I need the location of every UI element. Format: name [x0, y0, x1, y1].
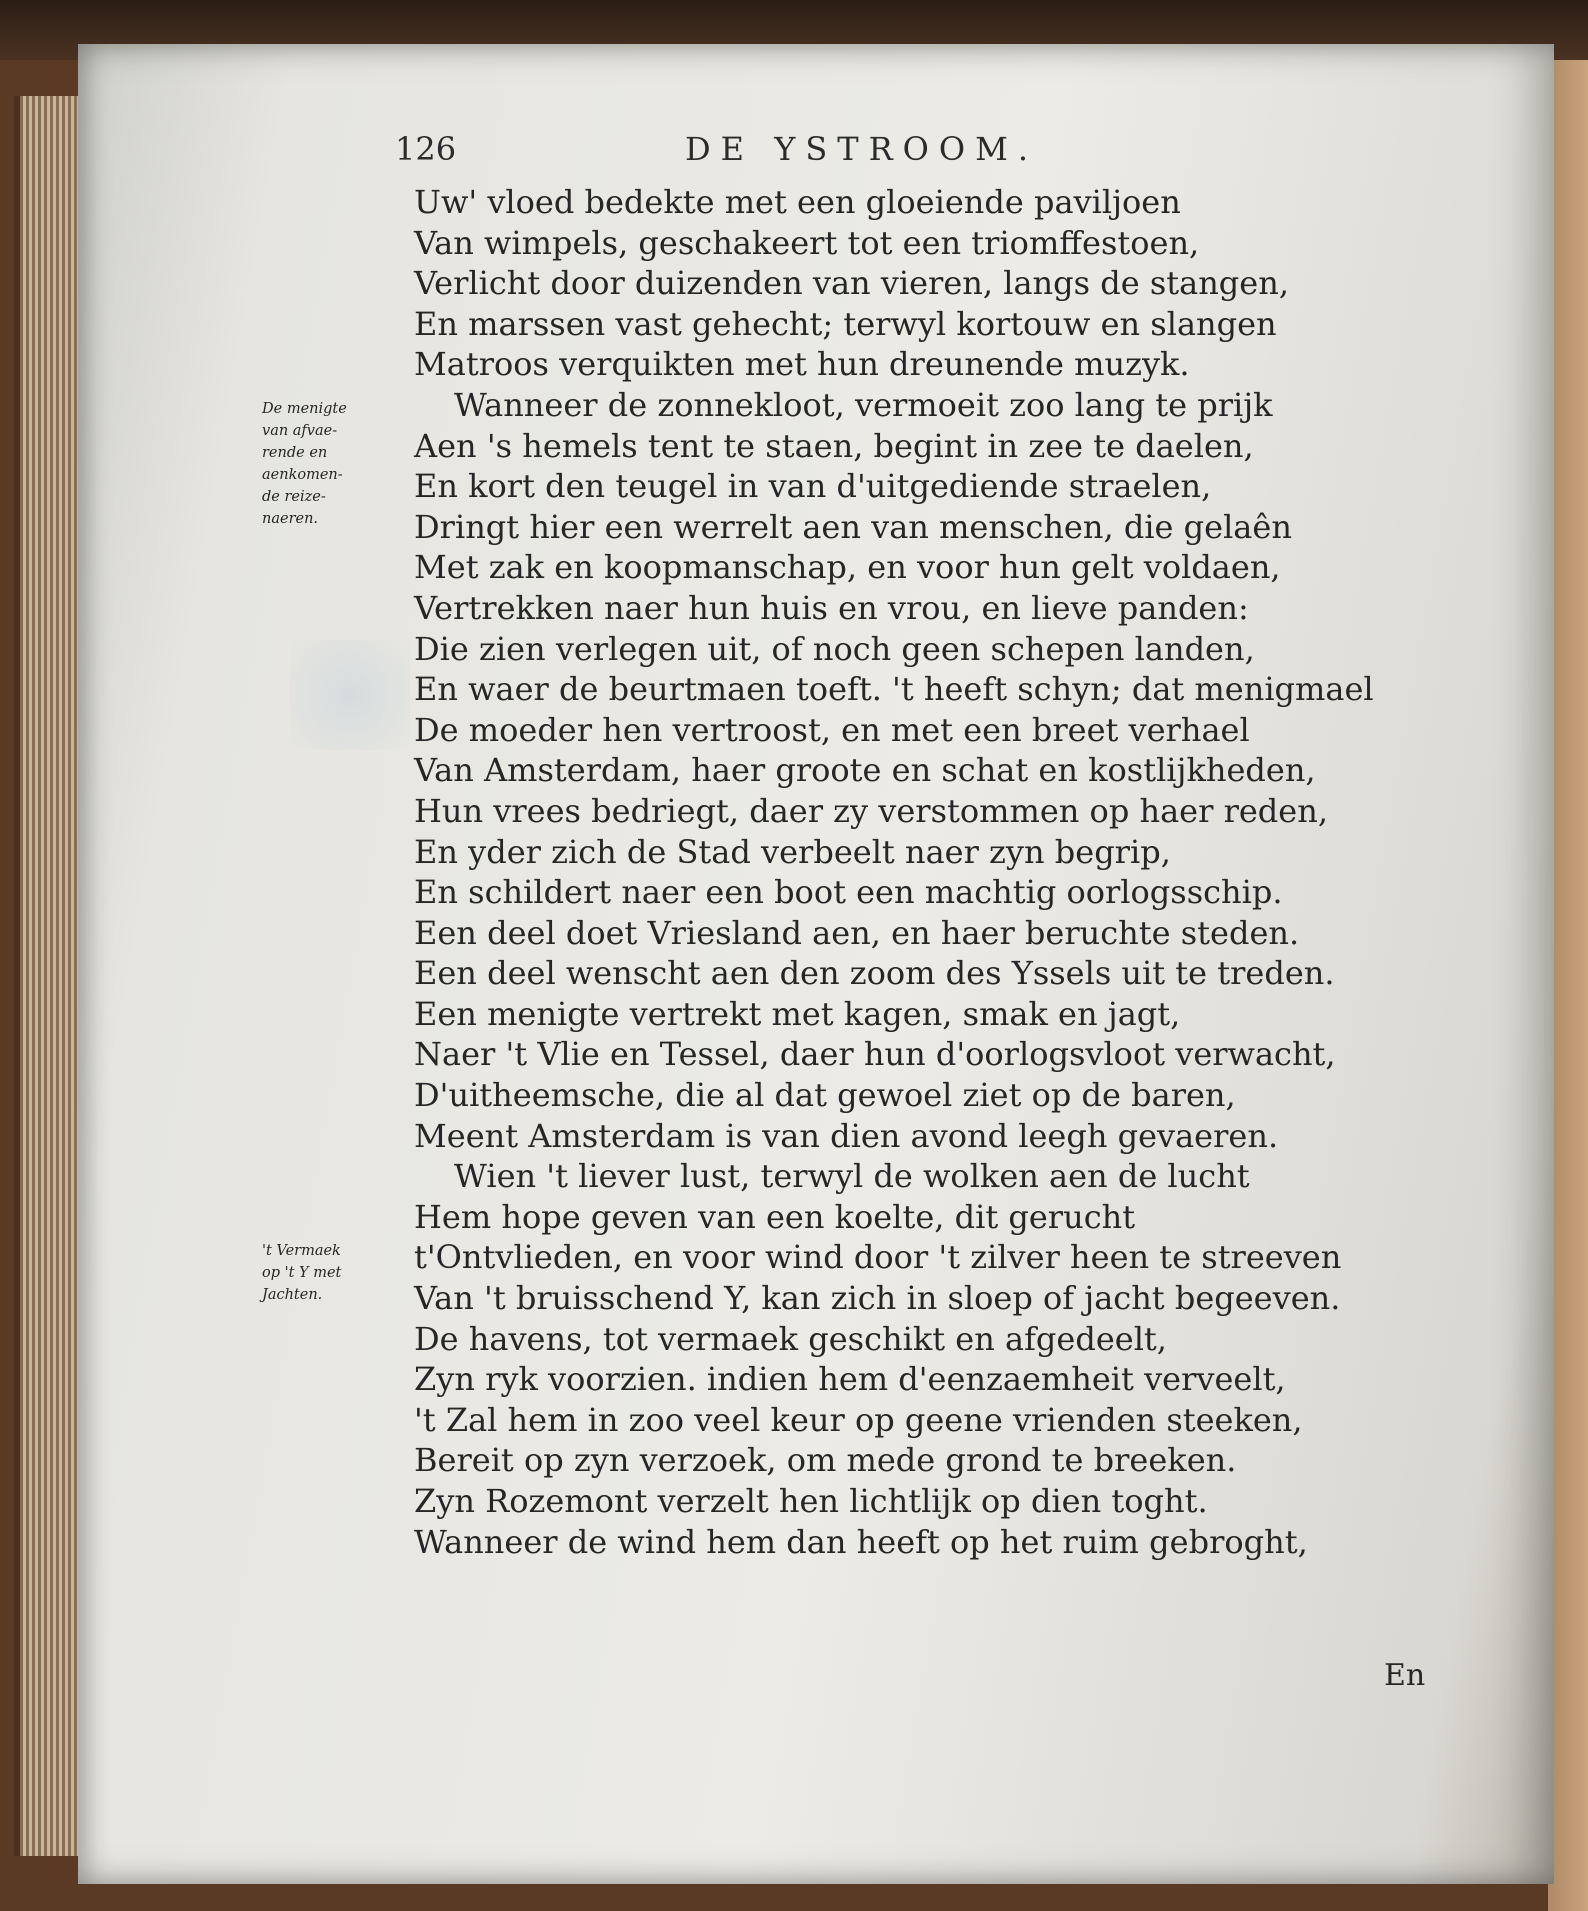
verse-line: D'uitheemsche, die al dat gewoel ziet op de baren, [414, 1076, 1236, 1115]
verse-line: Uw' vloed bedekte met een gloeiende paviljoen [414, 183, 1181, 221]
verse-line: Een deel wenscht aen den zoom des Yssels uit te treden. [414, 954, 1335, 993]
margin-note-travellers [262, 398, 412, 530]
margin-note-line: op 't Y met [262, 1265, 342, 1281]
verse-line: Bereit op zyn verzoek, om mede grond te breeken. [414, 1441, 1237, 1480]
verse-line: Die zien verlegen uit, of noch geen schepen landen, [414, 629, 1255, 668]
verse-line: Hem hope geven van een koelte, dit gerucht [414, 1197, 1136, 1236]
verse-line: Vertrekken naer hun huis en vrou, en lieve panden: [414, 588, 1249, 627]
verse-line: En marssen vast gehecht; terwyl kortouw en slangen [414, 304, 1277, 343]
verse-line: Wien 't liever lust, terwyl de wolken aen de lucht [454, 1157, 1250, 1196]
verse-line: En schildert naer een boot een machtig oorlogsschip. [414, 873, 1283, 912]
verse-line: Aen 's hemels tent te staen, begint in zee te daelen, [414, 426, 1254, 465]
verse-line: En yder zich de Stad verbeelt naer zyn begrip, [414, 832, 1171, 871]
verse-line: Een deel doet Vriesland aen, en haer beruchte steden. [414, 913, 1300, 952]
margin-note-line: naeren. [262, 511, 319, 527]
verse-line: Wanneer de wind hem dan heeft op het ruim gebroght, [414, 1522, 1308, 1561]
verse-line: Meent Amsterdam is van dien avond leegh gevaeren. [414, 1116, 1279, 1155]
verse-line: Een menigte vertrekt met kagen, smak en jagt, [414, 994, 1181, 1033]
catchword: En [1384, 1658, 1426, 1693]
verse-line: Zyn Rozemont verzelt hen lichtlijk op dien toght. [414, 1482, 1208, 1520]
cloth-right-background [1548, 60, 1588, 1911]
verse-line: Met zak en koopmanschap, en voor hun gelt voldaen, [414, 548, 1281, 587]
margin-note-line: De menigte [262, 401, 347, 417]
verse-line: 't Zal hem in zoo veel keur op geene vrienden steeken, [414, 1400, 1303, 1439]
margin-note-line: aenkomen- [262, 467, 343, 483]
verse-line: Van Amsterdam, haer groote en schat en kostlijkheden, [414, 751, 1316, 790]
margin-note-line: 't Vermaek [262, 1243, 341, 1259]
verse-line: t'Ontvlieden, en voor wind door 't zilver heen te streeven [414, 1238, 1342, 1277]
page-header [395, 130, 1175, 174]
margin-note-yachts [262, 1240, 412, 1306]
margin-note-line: van afvae- [262, 423, 338, 439]
verse-line: Van 't bruisschend Y, kan zich in sloep of jacht begeeven. [414, 1279, 1341, 1318]
page-stain [290, 640, 410, 750]
verse-line: Dringt hier een werrelt aen van menschen, die gelaên [414, 507, 1292, 546]
margin-note-line: de reize- [262, 489, 326, 505]
verse-line: Verlicht door duizenden van vieren, langs de stangen, [414, 264, 1289, 303]
margin-note-line: rende en [262, 445, 328, 461]
verse-line: En kort den teugel in van d'uitgediende straelen, [414, 467, 1212, 506]
verse-line: Zyn ryk voorzien. indien hem d'eenzaemheit verveelt, [414, 1360, 1286, 1399]
verse-line: Hun vrees bedriegt, daer zy verstommen op haer reden, [414, 791, 1328, 830]
margin-note-line: Jachten. [262, 1287, 323, 1303]
verse-line: En waer de beurtmaen toeft. 't heeft schyn; dat menigmael [414, 670, 1374, 709]
verse-line: Naer 't Vlie en Tessel, daer hun d'oorlogsvloot verwacht, [414, 1035, 1336, 1074]
page-number: 126 [395, 130, 457, 168]
running-title: DE YSTROOM. [685, 130, 1039, 168]
verse-line: Van wimpels, geschakeert tot een triomffestoen, [414, 223, 1200, 262]
verse-line: Wanneer de zonnekloot, vermoeit zoo lang te prijk [454, 385, 1273, 424]
verse-line: De moeder hen vertroost, en met een breet verhael [414, 710, 1250, 749]
verse-line: De havens, tot vermaek geschikt en afgedeelt, [414, 1319, 1167, 1358]
verse-line: Matroos verquikten met hun dreunende muzyk. [414, 345, 1190, 384]
verse-text [414, 182, 1444, 1562]
